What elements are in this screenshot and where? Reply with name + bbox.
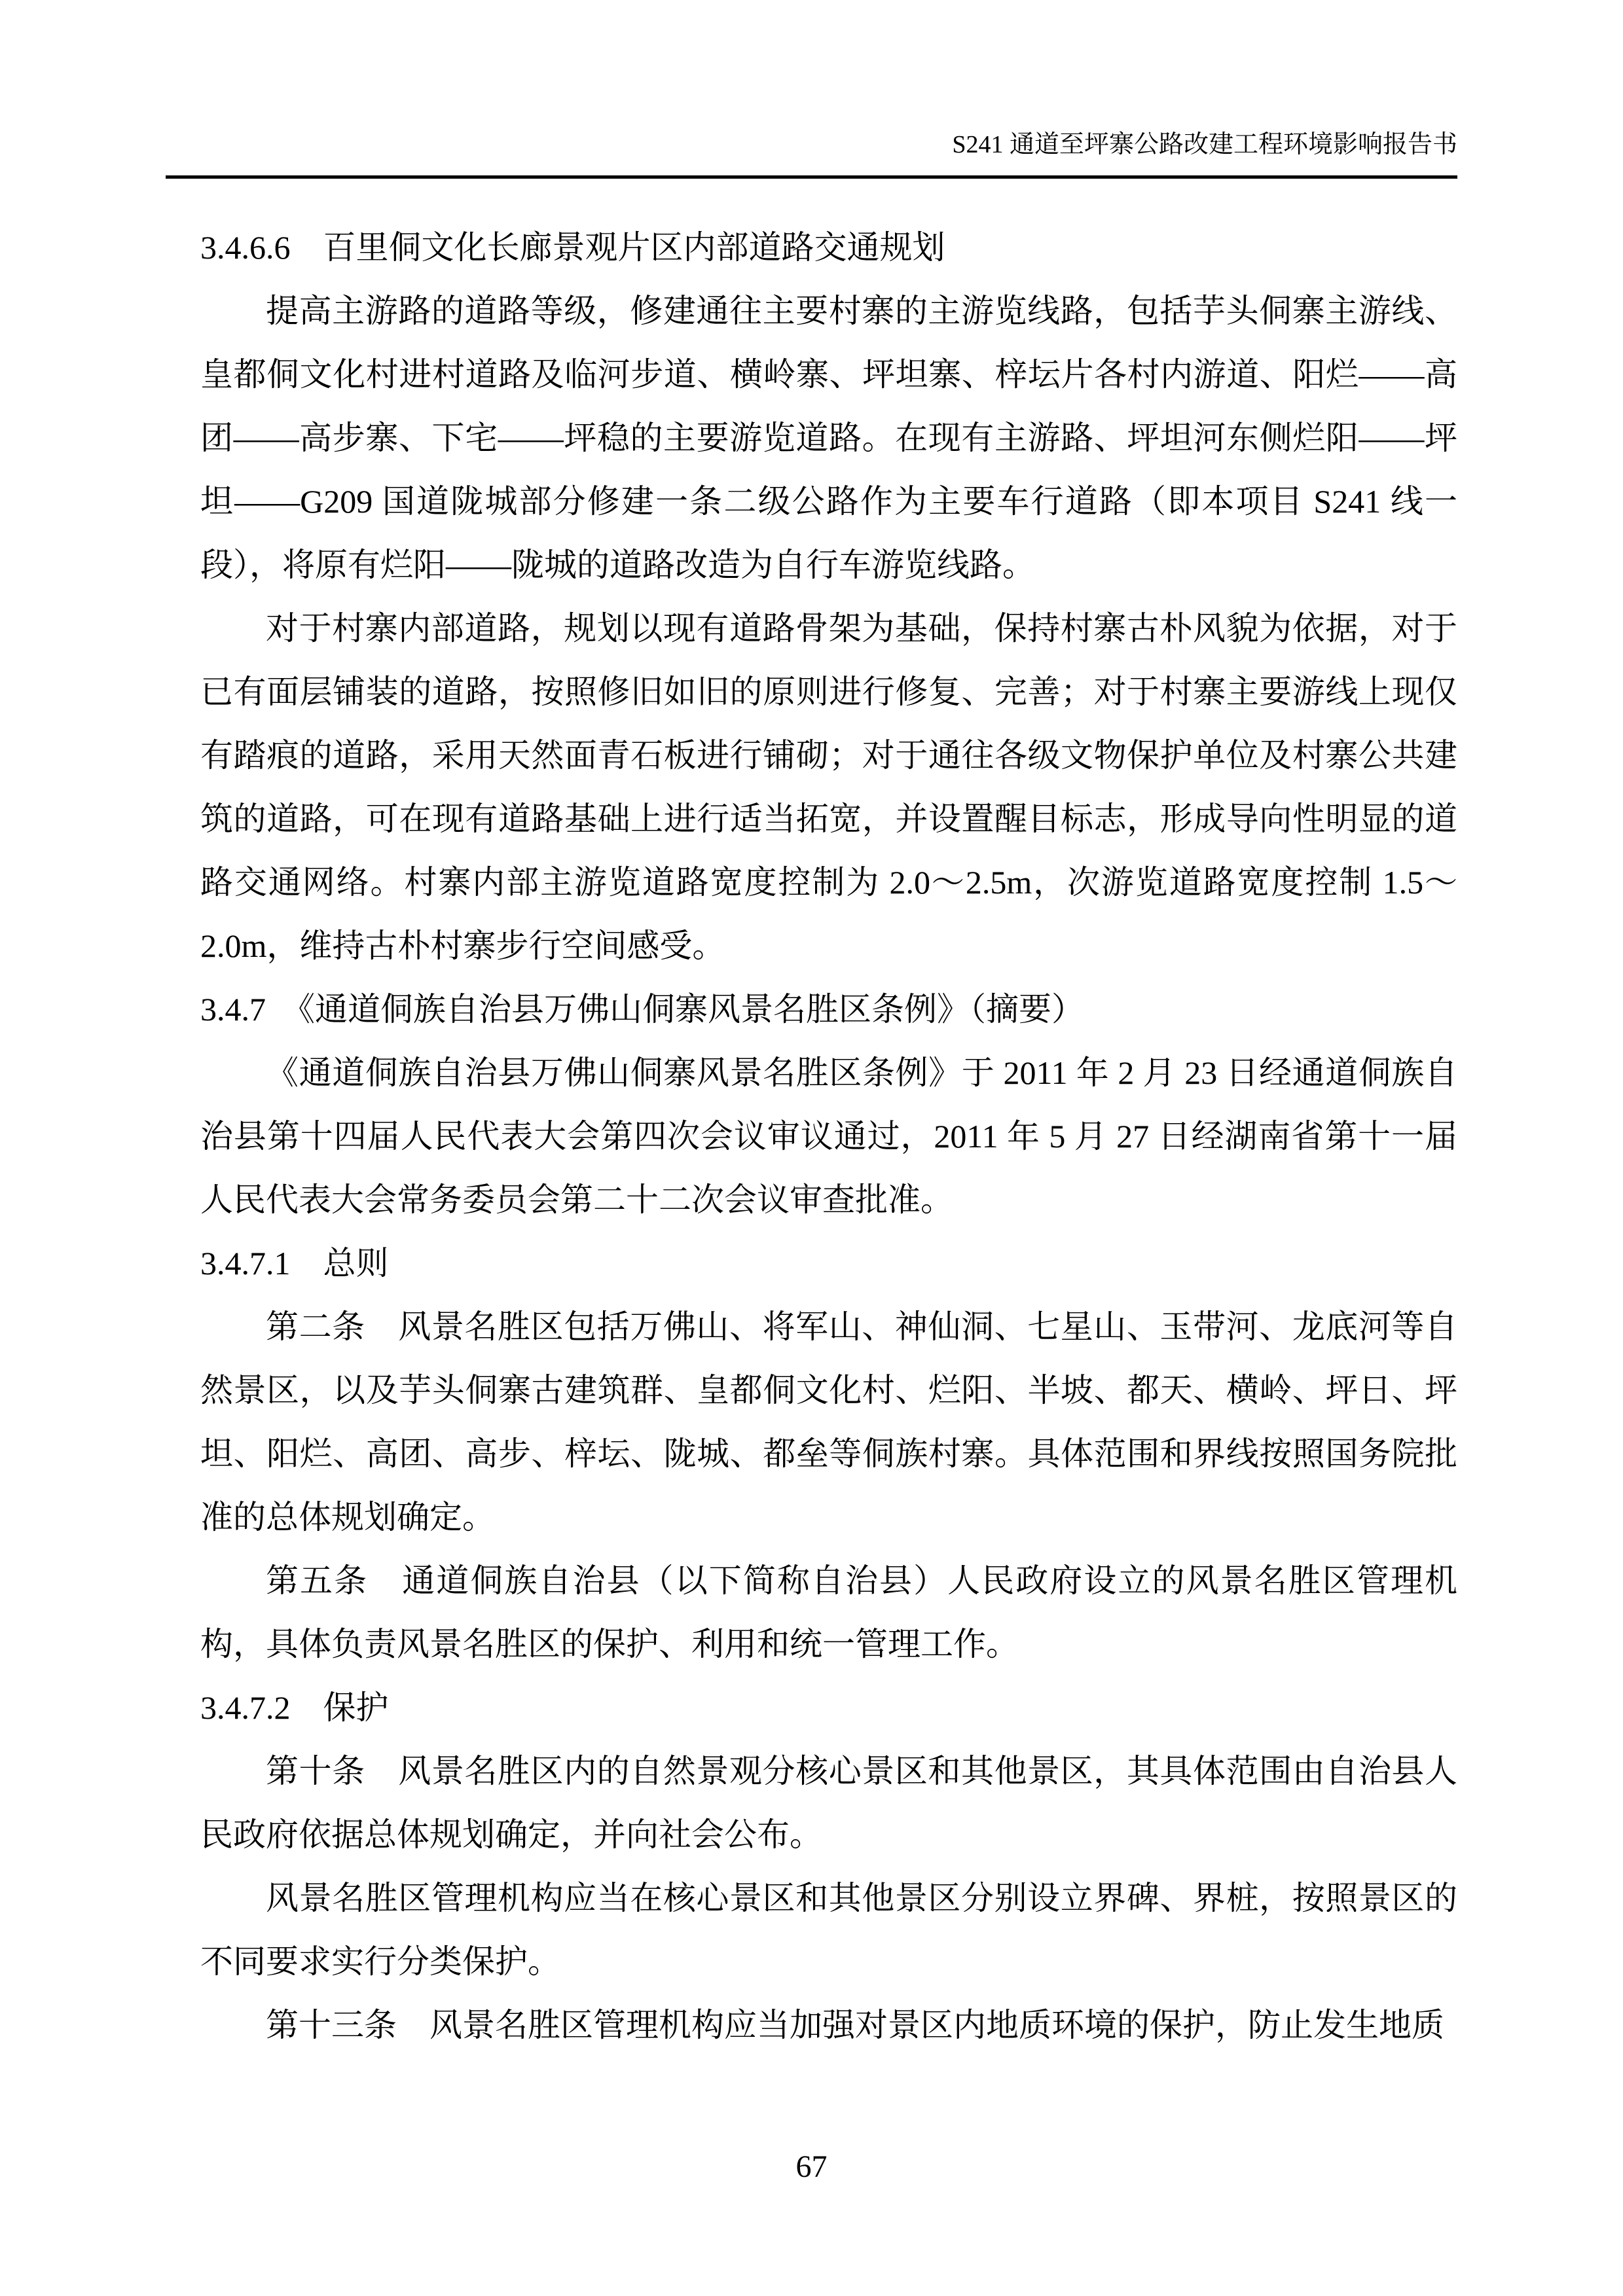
page-number: 67 — [795, 2149, 828, 2184]
paragraph-article-2: 第二条 风景名胜区包括万佛山、将军山、神仙洞、七星山、玉带河、龙底河等自然景区，以及芋头侗寨古建筑群、皇都侗文化村、烂阳、半坡、都天、横岭、坪日、坪坦、阳烂、高团、高步、梓坛、陇城、都垒等侗族村寨。具体范围和界线按照国务院批准的总体规划确定。 — [200, 1308, 1457, 1535]
section-heading-3-4-7-1: 3.4.7.1 总则 — [200, 1245, 389, 1282]
paragraph-road-upgrade: 提高主游路的道路等级，修建通往主要村寨的主游览线路，包括芋头侗寨主游线、皇都侗文化村进村道路及临河步道、横岭寨、坪坦寨、梓坛片各村内游道、阳烂——高团——高步寨、下宅——坪稳的主要游览道路。在现有主游路、坪坦河东侧烂阳——坪坦——G209 国道陇城部分修建一条二级公路作为主要车行道路（即本项目 S241 线一段），将原有烂阳——陇城的道路改造为自行车游览线路。 — [200, 293, 1457, 583]
section-heading-3-4-6-6: 3.4.6.6 百里侗文化长廊景观片区内部道路交通规划 — [200, 229, 945, 266]
section-heading-3-4-7-2: 3.4.7.2 保护 — [200, 1689, 389, 1726]
page-footer — [0, 2148, 1623, 2186]
paragraph-village-roads: 对于村寨内部道路，规划以现有道路骨架为基础，保持村寨古朴风貌为依据，对于已有面层铺装的道路，按照修旧如旧的原则进行修复、完善；对于村寨主要游线上现仅有踏痕的道路，采用天然面青石板进行铺砌；对于通往各级文物保护单位及村寨公共建筑的道路，可在现有道路基础上进行适当拓宽，并设置醒目标志，形成导向性明显的道路交通网络。村寨内部主游览道路宽度控制为 2.0～2.5m，次游览道路宽度控制 1.5～2.0m，维持古朴村寨步行空间感受。 — [200, 610, 1457, 964]
paragraph-boundary-markers: 风景名胜区管理机构应当在核心景区和其他景区分别设立界碑、界桩，按照景区的不同要求实行分类保护。 — [200, 1880, 1457, 1980]
paragraph-article-5: 第五条 通道侗族自治县（以下简称自治县）人民政府设立的风景名胜区管理机构，具体负责风景名胜区的保护、利用和统一管理工作。 — [200, 1562, 1457, 1662]
paragraph-article-10: 第十条 风景名胜区内的自然景观分核心景区和其他景区，其具体范围由自治县人民政府依据总体规划确定，并向社会公布。 — [200, 1753, 1457, 1853]
section-heading-3-4-7: 3.4.7 《通道侗族自治县万佛山侗寨风景名胜区条例》（摘要） — [200, 991, 1084, 1028]
running-header-title: S241 通道至坪寨公路改建工程环境影响报告书 — [952, 131, 1457, 158]
paragraph-article-13: 第十三条 风景名胜区管理机构应当加强对景区内地质环境的保护，防止发生地质 — [266, 2007, 1444, 2043]
page-header — [166, 130, 1457, 179]
page-body — [200, 216, 1457, 2057]
paragraph-regulation-approval: 《通道侗族自治县万佛山侗寨风景名胜区条例》于 2011 年 2 月 23 日经通道侗族自治县第十四届人民代表大会第四次会议审议通过，2011 年 5 月 27 日经湖南省第十一届人民代表大会常务委员会第二十二次会议审查批准。 — [200, 1054, 1457, 1218]
